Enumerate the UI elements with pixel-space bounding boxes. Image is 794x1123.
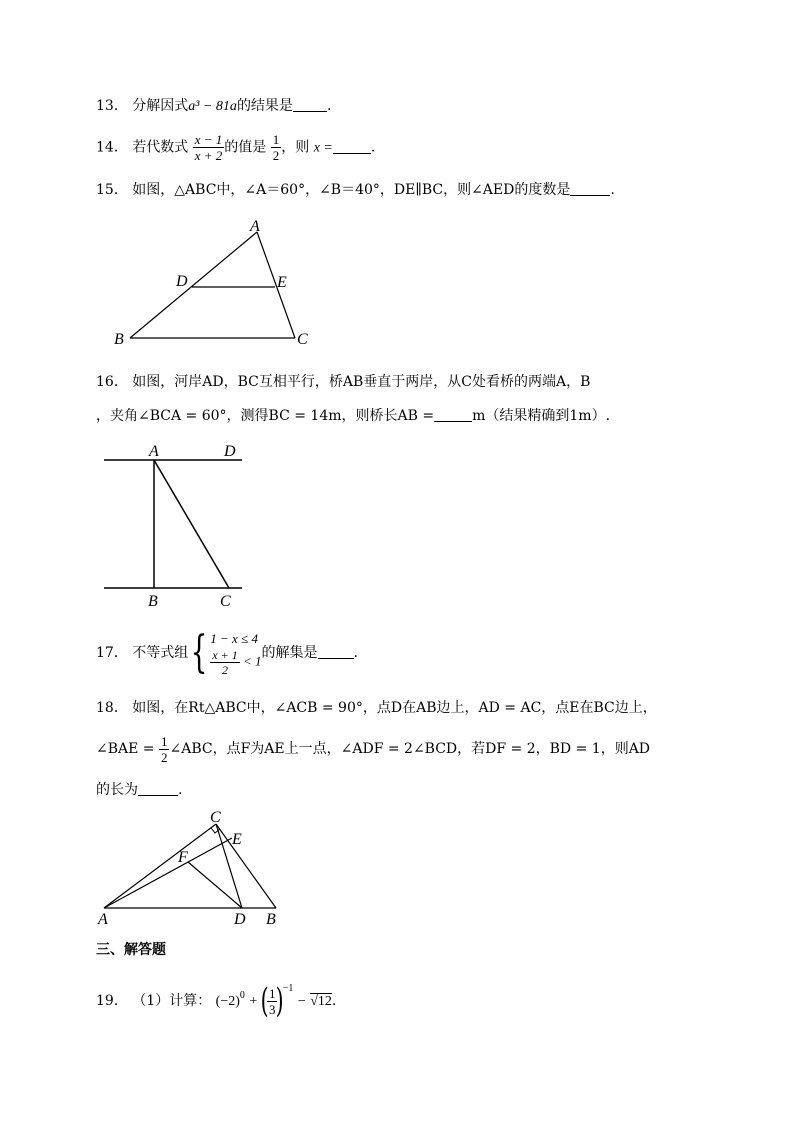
left-paren: ( (260, 981, 269, 1021)
section-title: 三、解答题 (96, 942, 166, 958)
fraction-numerator: 1 (160, 733, 168, 749)
system-brace: { (190, 627, 208, 678)
answer-blank[interactable] (318, 644, 354, 659)
label-d: D (176, 273, 188, 290)
fraction-numerator: 1 (272, 132, 280, 147)
fraction (210, 648, 239, 677)
right-paren: ) (276, 981, 285, 1021)
question-text: ∠ABC，点F为AE上一点，∠ADF = 2∠BCD，若DF = 2，BD = 1，则AD (169, 741, 651, 757)
question-17 (96, 624, 358, 682)
label-b: B (148, 593, 158, 610)
question-15 (96, 180, 615, 200)
question-number: 18． (96, 700, 128, 716)
question-text: 的结果是 (236, 98, 293, 114)
period: . (353, 645, 358, 661)
question-text: 不等式组 (132, 645, 189, 661)
question-text: ，夹角∠BCA = 60°，测得BC = 14m，则桥长AB = (96, 408, 435, 424)
label-e: E (277, 274, 287, 291)
triangle-figure-q15 (100, 212, 340, 352)
question-text: ，则 (281, 139, 310, 156)
question-number: 14． (96, 139, 128, 156)
inequality-system (210, 630, 261, 677)
label-b: B (266, 911, 276, 928)
side-ac (257, 232, 295, 338)
question-text: m（结果精确到1m）. (472, 408, 611, 424)
question-18-line3 (96, 780, 182, 800)
fraction-denominator: x + 2 (194, 148, 223, 163)
segment-fd (188, 862, 242, 908)
question-text: 如图，河岸AD，BC互相平行，桥AB垂直于两岸，从C处看桥的两端A，B (132, 374, 591, 390)
side-cb (216, 824, 276, 908)
question-number: 17． (96, 645, 128, 661)
period: . (610, 182, 615, 198)
label-a: A (98, 911, 108, 928)
bridge-figure-q16 (96, 440, 256, 612)
exponent: 0 (239, 990, 245, 1001)
question-number: 13． (96, 98, 128, 114)
side-ab (130, 232, 257, 338)
question-text: 如图，在Rt△ABC中，∠ACB = 90°，点D在AB边上，AD = AC，点E在BC边上， (132, 700, 657, 716)
question-text: 的长为 (96, 782, 138, 798)
fraction (159, 734, 170, 765)
answer-blank[interactable] (434, 407, 472, 422)
fraction-denominator: 2 (272, 148, 280, 163)
side-ac (104, 824, 216, 908)
answer-blank[interactable] (333, 139, 371, 154)
label-c: C (297, 331, 308, 348)
label-b: B (114, 331, 124, 348)
question-14 (96, 132, 375, 163)
inequality-2 (210, 648, 261, 677)
answer-blank[interactable] (138, 781, 178, 796)
fraction-numerator: x − 1 (194, 132, 223, 147)
operator: + (249, 994, 258, 1009)
fraction-denominator: 2 (222, 662, 228, 677)
question-text: （1）计算： (132, 993, 212, 1009)
label-c: C (210, 809, 221, 826)
fraction-denominator: 3 (268, 1001, 276, 1017)
question-16-line2 (96, 406, 610, 426)
period: . (331, 993, 337, 1009)
triangle-figure-q18 (94, 806, 294, 930)
inequality-relation: < 1 (242, 652, 262, 668)
sqrt-term: √12 (310, 994, 332, 1009)
question-text: 若代数式 (132, 139, 189, 156)
question-text: 如图，△ABC中，∠A＝60°，∠B＝40°，DE∥BC，则∠AED的度数是 (132, 182, 571, 198)
segment-ae (104, 838, 232, 908)
question-text: 分解因式 (132, 98, 189, 114)
period: . (178, 782, 183, 798)
fraction-numerator: x + 1 (212, 647, 238, 662)
period: . (370, 139, 376, 156)
label-a: A (250, 218, 260, 235)
label-e: E (232, 831, 242, 848)
inequality-1: 1 − x ≤ 4 (210, 630, 258, 646)
question-18-line2 (96, 732, 650, 766)
question-text: 的解集是 (261, 645, 318, 661)
question-19 (96, 972, 336, 1019)
fraction-denominator: 2 (160, 749, 168, 765)
math-expression: x = (313, 140, 333, 156)
fraction-expression (193, 132, 225, 163)
label-d: D (234, 911, 246, 928)
label-c: C (220, 593, 231, 610)
sightline-ca (154, 460, 229, 588)
question-number: 16． (96, 374, 128, 390)
question-text: 的值是 (224, 139, 267, 156)
question-13 (96, 96, 331, 117)
question-16-line1 (96, 372, 590, 392)
question-text: ∠BAE = (96, 741, 155, 757)
math-term: (−2) (215, 994, 240, 1009)
answer-blank[interactable] (570, 181, 610, 196)
exponent: −1 (282, 983, 294, 994)
operator: − (297, 994, 306, 1009)
answer-blank[interactable] (293, 97, 327, 112)
period: . (326, 98, 332, 114)
fraction-value (271, 132, 282, 163)
label-f: F (178, 849, 188, 866)
question-number: 15． (96, 182, 128, 198)
label-a: A (149, 443, 159, 460)
label-d: D (224, 443, 236, 460)
question-number: 19． (96, 993, 128, 1009)
fraction-numerator: 1 (268, 985, 276, 1001)
question-18-line1 (96, 698, 657, 718)
math-expression: a³ − 81a (188, 99, 237, 114)
